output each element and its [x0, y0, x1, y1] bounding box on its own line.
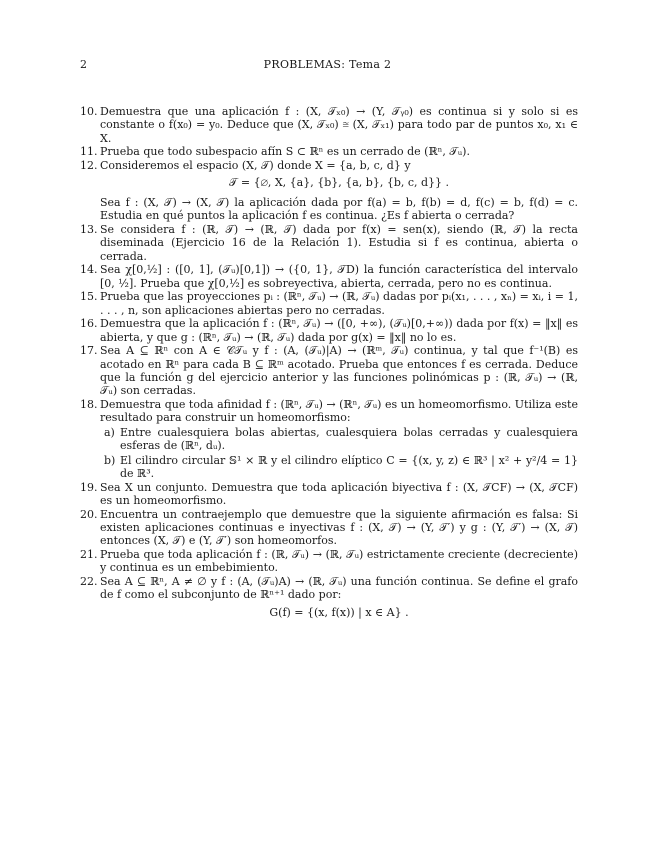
problem-text: Demuestra que una aplicación f : (X, 𝒯ₓ₀) → (Y, 𝒯ᵧ₀) es continua si y solo si es constante o f(x₀) = y₀. Deduce que (X, 𝒯ₓ₀) ≅ (X, 𝒯ₓ₁) para todo par de puntos x₀, x₁ ∈ X.	[100, 105, 578, 145]
problem-number: 12.	[80, 159, 98, 172]
problem-text: Se considera f : (ℝ, 𝒯) → (ℝ, 𝒯) dada por f(x) = sen(x), siendo (ℝ, 𝒯) la recta diseminada (Ejercicio 16 de la Relación 1). Estudia si f es continua, abierta o cerrada.	[100, 222, 578, 263]
problem-number: 16.	[80, 317, 98, 331]
subitem-text: Entre cualesquiera bolas abiertas, cualesquiera bolas cerradas y cualesquiera esferas de (ℝⁿ, dᵤ).	[120, 425, 578, 453]
problem-number: 13.	[80, 222, 98, 236]
problem-10	[80, 105, 578, 145]
problem-number: 22.	[80, 575, 98, 589]
subitem-label: a)	[104, 425, 115, 439]
problem-number: 19.	[80, 480, 98, 494]
problem-text: Prueba que toda aplicación f : (ℝ, 𝒯ᵤ) → (ℝ, 𝒯ᵤ) estrictamente creciente (decreciente) y continua es un embebimiento.	[100, 548, 578, 575]
page-number: 2	[80, 58, 87, 71]
display-equation: 𝒯 = {∅, X, {a}, {b}, {a, b}, {b, c, d}} .	[228, 176, 450, 190]
problem-text: Sea X un conjunto. Demuestra que toda aplicación biyectiva f : (X, 𝒯CF) → (X, 𝒯CF) es un homeomorfismo.	[100, 480, 578, 508]
problem-number: 15.	[80, 290, 98, 304]
problem-12	[80, 159, 578, 223]
problem-11	[80, 145, 578, 158]
problem-13	[80, 223, 578, 263]
subitem-a	[100, 426, 578, 453]
problem-text: Prueba que las proyecciones pᵢ : (ℝⁿ, 𝒯ᵤ) → (ℝ, 𝒯ᵤ) dadas por pᵢ(x₁, . . . , xₙ) = xᵢ, i = 1, . . . , n, son aplicaciones abiertas pero no cerradas.	[100, 290, 579, 317]
problem-number: 14.	[80, 263, 98, 277]
problem-text: Sea χ[0,½] : ([0, 1], (𝒯ᵤ)[0,1]) → ({0, 1}, 𝒯D) la función característica del intervalo [0, ½]. Prueba que χ[0,½] es sobreyectiva, abierta, cerrada, pero no es continua.	[100, 263, 578, 290]
problem-text: Sea A ⊆ ℝⁿ, A ≠ ∅ y f : (A, (𝒯ᵤ)A) → (ℝ, 𝒯ᵤ) una función continua. Se define el grafo de f como el subconjunto de ℝⁿ⁺¹ dado por:	[100, 575, 578, 602]
problem-16	[80, 317, 578, 344]
problem-19	[80, 481, 578, 508]
running-header: PROBLEMAS: Tema 2	[263, 58, 392, 71]
subitem-b	[100, 454, 578, 481]
problem-number: 17.	[80, 344, 98, 358]
problem-text: Demuestra que la aplicación f : (ℝⁿ, 𝒯ᵤ) → ([0, +∞), (𝒯ᵤ)[0,+∞)) dada por f(x) = ‖x‖ es abierta, y que g : (ℝⁿ, 𝒯ᵤ) → (ℝ, 𝒯ᵤ) dada por g(x) = ‖x‖ no lo es.	[100, 317, 578, 344]
problem-number: 10.	[80, 105, 98, 118]
display-equation: G(f) = {(x, f(x)) | x ∈ A} .	[269, 605, 409, 619]
problem-17	[80, 344, 578, 398]
problem-number: 21.	[80, 548, 98, 562]
problem-continuation: Sea f : (X, 𝒯) → (X, 𝒯) la aplicación dada por f(a) = b, f(b) = d, f(c) = b, f(d) = c. Estudia en qué puntos la aplicación f es continua. ¿Es f abierta o cerrada?	[100, 195, 578, 223]
problem-21	[80, 548, 578, 575]
problem-text: Consideremos el espacio (X, 𝒯) donde X = {a, b, c, d} y	[100, 159, 411, 172]
problem-15	[80, 290, 578, 317]
problem-number: 11.	[80, 145, 98, 159]
problem-14	[80, 263, 578, 290]
problem-text: Sea A ⊆ ℝⁿ con A ∈ 𝒞𝒯ᵤ y f : (A, (𝒯ᵤ)|A) → (ℝᵐ, 𝒯ᵤ) continua, y tal que f⁻¹(B) es acotado en ℝⁿ para cada B ⊆ ℝᵐ acotado. Prueba que entonces f es cerrada. Deduce que la función g del ejercicio anterior y las funciones polinómicas p : (ℝ, 𝒯ᵤ) → (ℝ, 𝒯ᵤ) son cerradas.	[100, 344, 578, 398]
problem-text: Demuestra que toda afinidad f : (ℝⁿ, 𝒯ᵤ) → (ℝⁿ, 𝒯ᵤ) es un homeomorfismo. Utiliza este resultado para construir un homeomorfismo:	[100, 398, 578, 425]
problem-20	[80, 508, 578, 548]
problem-number: 20.	[80, 507, 98, 521]
subitem-text: El cilindro circular 𝕊¹ × ℝ y el cilindro elíptico C = {(x, y, z) ∈ ℝ³ | x² + y²/4 = 1} de ℝ³.	[120, 453, 578, 481]
problem-list	[80, 105, 578, 625]
problem-18	[80, 398, 578, 480]
problem-22	[80, 575, 578, 619]
subitem-label: b)	[104, 453, 116, 467]
problem-number: 18.	[80, 398, 98, 412]
problem-text: Prueba que todo subespacio afín S ⊂ ℝⁿ es un cerrado de (ℝⁿ, 𝒯ᵤ).	[100, 145, 470, 159]
problem-text: Encuentra un contraejemplo que demuestre que la siguiente afirmación es falsa: Si existen aplicaciones continuas e inyectivas f : (X, 𝒯) → (Y, 𝒯′) y g : (Y, 𝒯′) → (X, 𝒯) entonces (X, 𝒯) e (Y, 𝒯′) son homeomorfos.	[100, 507, 578, 548]
